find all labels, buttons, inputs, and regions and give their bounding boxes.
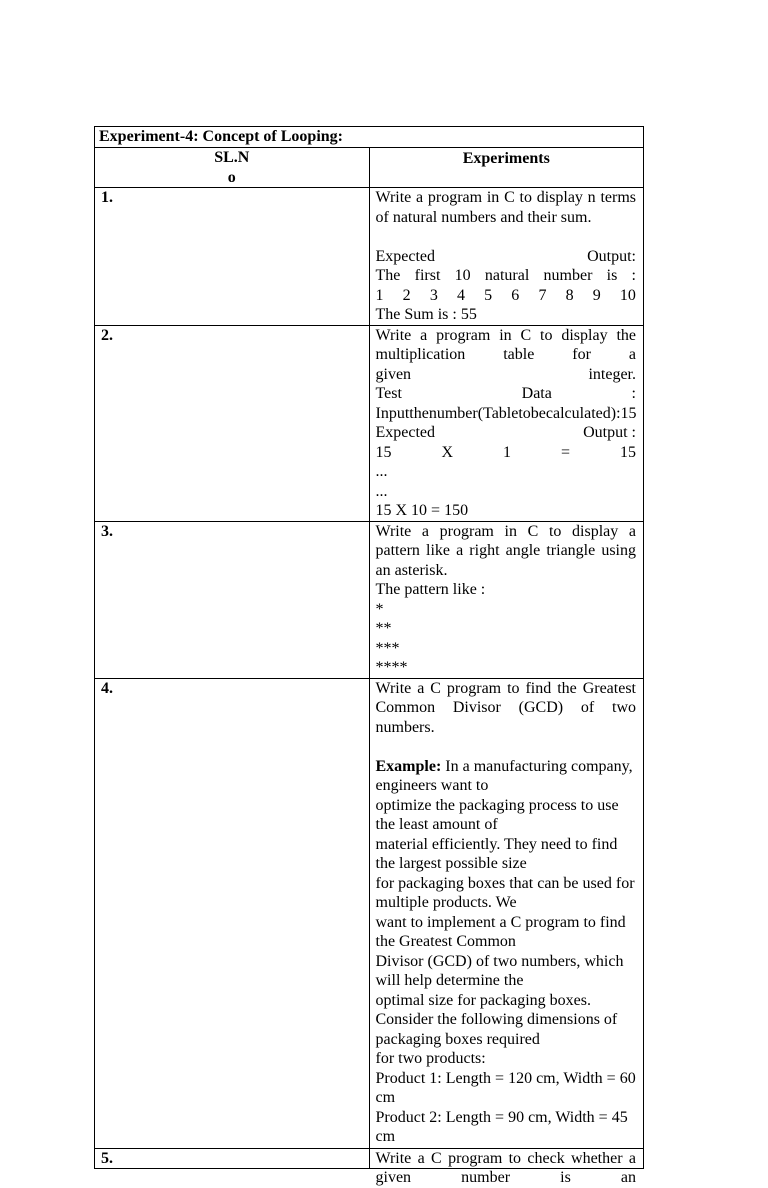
- slno-header: SL.N o: [95, 148, 370, 188]
- experiment-description: Write a program in C to display a pattern like a right angle triangle using an asterisk.: [375, 522, 636, 579]
- table-row: [95, 1148, 644, 1169]
- row-number: 1.: [95, 188, 370, 326]
- experiment-description: Write a C program to check whether a given number is an: [375, 1149, 636, 1186]
- experiment-description: Write a C program to find the Greatest Common Divisor (GCD) of two numbers.: [375, 679, 636, 736]
- example-paragraph: Example: In a manufacturing company, engineers want to optimize the packaging process to use the least amount of material efficiently. They need to find the largest possible size for packaging boxes that can be used for multiple products. We want to implement a C program to find the Greatest Common Divisor (GCD) of two numbers, which will help determine the optimal size for packaging boxes. Consider the following dimensions of packaging boxes required for two products: Product 1: Length = 120 cm, Width = 60 cm Product 2: Length = 90 cm, Width = 45 cm: [375, 757, 636, 1145]
- output-words-line: The first 10 natural number is :: [375, 267, 636, 284]
- row-content: [369, 188, 644, 326]
- pattern-line: ****: [375, 659, 408, 676]
- table-row: [95, 678, 644, 1148]
- table-row: [95, 521, 644, 678]
- pattern-label: The pattern like :: [375, 581, 486, 598]
- example-label: Example:: [375, 757, 442, 775]
- experiment-description: Write a program in C to display the multiplication table for a: [375, 326, 636, 363]
- test-data-line: Test Data :: [375, 385, 636, 402]
- experiments-header: Experiments: [369, 148, 644, 188]
- row-content: [369, 678, 644, 1148]
- row-content: [369, 521, 644, 678]
- table-row: [95, 188, 644, 326]
- row-number: 2.: [95, 325, 370, 521]
- row-content: [369, 1148, 644, 1186]
- pattern-line: **: [375, 620, 392, 637]
- experiment-table: [94, 126, 644, 1186]
- expected-output-line: Expected Output:: [375, 247, 636, 265]
- row-content: Write a program in C to display the multiplication table for a given integer. Test Data : Input the number (Table to be calculated) : 15 Expected Output : 15 X 1 = 15 ... ... 15 X 10 = 150: [369, 325, 644, 521]
- input-line: Input the number (Table to be calculated) : 15: [375, 404, 637, 422]
- experiment-description: Write a program in C to display n terms of natural numbers and their sum.: [375, 189, 636, 226]
- pattern-line: *: [375, 600, 384, 618]
- row-number: 5.: [95, 1148, 370, 1169]
- pattern-line: ***: [375, 639, 400, 657]
- final-line: 15 X 10 = 150: [375, 502, 469, 519]
- output-numbers-line: 1 2 3 4 5 6 7 8 9 10: [375, 286, 636, 304]
- expected-output-line: Expected Output :: [375, 424, 636, 441]
- row-number: 3.: [95, 521, 370, 678]
- document-page: [94, 126, 644, 1186]
- table-title: Experiment-4: Concept of Looping:: [95, 127, 644, 148]
- table-row: [95, 325, 644, 521]
- row-number: 4.: [95, 678, 370, 1148]
- calc-line: 15 X 1 = 15: [375, 443, 636, 461]
- sum-line: The Sum is : 55: [375, 306, 477, 323]
